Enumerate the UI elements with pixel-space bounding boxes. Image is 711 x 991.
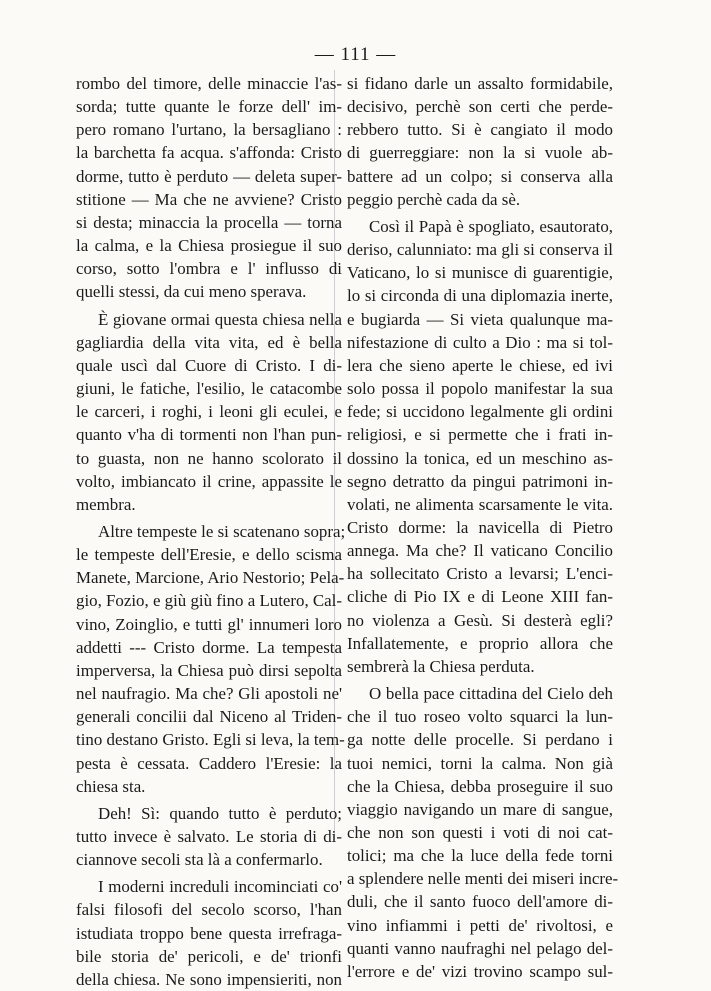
- text-line: rebbero tutto. Si è cangiato il modo: [347, 120, 613, 140]
- text-line: quanti vanno naufraghi nel pelago del-: [347, 938, 613, 958]
- text-line: fede; si uccidono legalmente gli ordini: [347, 402, 613, 422]
- text-line: ciannove secoli sta là a confermarlo.: [76, 850, 323, 870]
- text-line: vino infiammi i petti de' rivoltosi, e: [347, 915, 613, 935]
- text-line: pero romano l'urtano, la bersagliano :: [76, 120, 342, 140]
- text-line: giuni, le fatiche, l'esilio, le catacombe: [76, 379, 342, 399]
- text-line: segno detratto da pingui patrimoni in-: [347, 471, 613, 491]
- text-line: stitione — Ma che ne avviene? Cristo: [76, 189, 342, 209]
- text-line: bile storia de' pericoli, e de' trionfi: [76, 946, 342, 966]
- text-line: ga notte delle procelle. Si perdano i: [347, 730, 613, 750]
- text-line: che la Chiesa, debba proseguire il suo: [347, 776, 613, 796]
- text-line: pesta è cessata. Caddero l'Eresie: la: [76, 753, 342, 773]
- text-line: si desta; minaccia la procella — torna: [76, 212, 342, 232]
- text-line: istudiata troppo bene questa irrefraga-: [76, 923, 342, 943]
- paragraph-start: È giovane ormai questa chiesa nella: [98, 309, 342, 329]
- text-line: annega. Ma che? Il vaticano Concilio: [347, 541, 613, 561]
- right-column: [347, 72, 619, 983]
- text-line: ha sollecitato Cristo a levarsi; L'enci-: [347, 564, 613, 584]
- paragraph-start: O bella pace cittadina del Cielo deh: [369, 684, 613, 704]
- text-line: lera che sieno aperte le chiese, ed ivi: [347, 355, 613, 375]
- text-line: sembrerà la Chiesa perduta.: [347, 656, 535, 676]
- text-line: sorda; tutte quante le forze dell' im-: [76, 97, 342, 117]
- paragraph-start: Così il Papà è spogliato, esautorato,: [369, 216, 613, 236]
- text-line: l'errore e de' vizi trovino scampo sul-: [347, 961, 613, 981]
- text-line: falsi filosofi del secolo scorso, l'han: [76, 900, 342, 920]
- paragraph-start: Altre tempeste le si scatenano sopra;: [98, 521, 346, 541]
- text-line: Vaticano, lo si munisce di guarentigie,: [347, 263, 613, 283]
- text-line: solo possa il popolo manifestar la sua: [347, 379, 613, 399]
- text-line: che il tuo roseo volto squarci la lun-: [347, 707, 613, 727]
- text-line: gio, Fozio, e giù giù fino a Lutero, Cal-: [76, 591, 342, 611]
- text-line: duli, che il santo fuoco dell'amore di-: [347, 892, 613, 912]
- text-line: addetti --- Cristo dorme. La tempesta: [76, 637, 342, 657]
- text-line: gagliardia della vita vita, ed è bella: [76, 332, 342, 352]
- text-line: la calma, e la Chiesa prosiegue il suo: [76, 236, 342, 256]
- text-line: corso, sotto l'ombra e l' influsso di: [76, 259, 342, 279]
- text-line: si fidano darle un assalto formidabile,: [347, 74, 613, 93]
- paragraph-start: Deh! Sì: quando tutto è perduto;: [98, 803, 342, 823]
- left-column: [76, 72, 346, 991]
- text-line: le carceri, i roghi, i leoni gli eculei, e: [76, 402, 342, 422]
- text-line: le tempeste dell'Eresie, e dello scisma: [76, 545, 342, 565]
- text-line: la barchetta fa acqua. s'affonda: Cristo: [76, 143, 342, 163]
- text-line: dorme, tutto è perduto — deleta super-: [76, 166, 342, 186]
- text-line: tuoi nemici, torni la calma. Non già: [347, 753, 613, 773]
- text-line: volto, imbiancato il crine, appassite le: [76, 471, 342, 491]
- text-line: vino, Zoinglio, e tutti gl' innumeri loro: [76, 614, 342, 634]
- text-line: quale uscì dal Cuore di Cristo. I di-: [76, 355, 342, 375]
- text-line: tutto invece è salvato. Le storia di di-: [76, 827, 342, 846]
- text-line: rombo del timore, delle minaccie l'as-: [76, 74, 342, 93]
- text-line: battere ad un colpo; si conserva alla: [347, 166, 613, 186]
- text-line: quanto v'ha di tormenti non l'han pun-: [76, 425, 342, 445]
- text-line: cliche di Pio IX e di Leone XIII fan-: [347, 587, 613, 607]
- text-line: deriso, calunniato: ma gli si conserva il: [347, 240, 613, 260]
- text-line: volati, ne alimenta scarsamente le vita.: [347, 494, 613, 514]
- text-line: lo si circonda di una diplomazia inerte,: [347, 286, 613, 306]
- text-line: a splendere nelle menti dei miseri incre-: [347, 869, 619, 889]
- text-line: di guerreggiare: non la si vuole ab-: [347, 143, 613, 163]
- text-line: tino destano Gristo. Egli si leva, la tem-: [76, 730, 345, 750]
- text-line: della chiesa. Ne sono impensieriti, non: [76, 969, 342, 989]
- page-number: — 111 —: [314, 44, 397, 65]
- text-line: tolici; ma che la luce della fede torni: [347, 846, 613, 866]
- text-line: decisivo, perchè son certi che perde-: [347, 97, 613, 117]
- text-line: viaggio navigando un mare di sangue,: [347, 799, 613, 819]
- text-line: che non son questi i voti di noi cat-: [347, 823, 613, 842]
- text-line: no violenza a Gesù. Si desterà egli?: [347, 610, 613, 630]
- paragraph-start: I moderni increduli incominciati co': [98, 877, 342, 897]
- text-line: nifestazione di culto a Dio : ma si tol-: [347, 332, 613, 352]
- text-line: membra.: [76, 494, 136, 514]
- text-line: dossino la tonica, ed un meschino as-: [347, 448, 613, 468]
- text-line: imperversa, la Chiesa può dirsi sepolta: [76, 660, 342, 680]
- text-line: quelli stessi, da cui meno sperava.: [76, 282, 307, 302]
- text-line: e bugiarda — Si vieta qualunque ma-: [347, 309, 613, 329]
- text-line: nel naufragio. Ma che? Gli apostoli ne': [76, 684, 342, 704]
- text-line: religiosi, e si permette che i frati in-: [347, 425, 613, 445]
- text-line: chiesa sta.: [76, 776, 146, 796]
- text-line: Manete, Marcione, Ario Nestorio; Pela-: [76, 568, 345, 588]
- text-line: to guasta, non ne hanno scolorato il: [76, 448, 342, 468]
- text-line: peggio perchè cada da sè.: [347, 189, 521, 209]
- text-line: Cristo dorme: la navicella di Pietro: [347, 517, 613, 537]
- text-line: Infallatemente, e proprio allora che: [347, 633, 613, 653]
- text-line: generali concilii dal Niceno al Triden-: [76, 707, 342, 727]
